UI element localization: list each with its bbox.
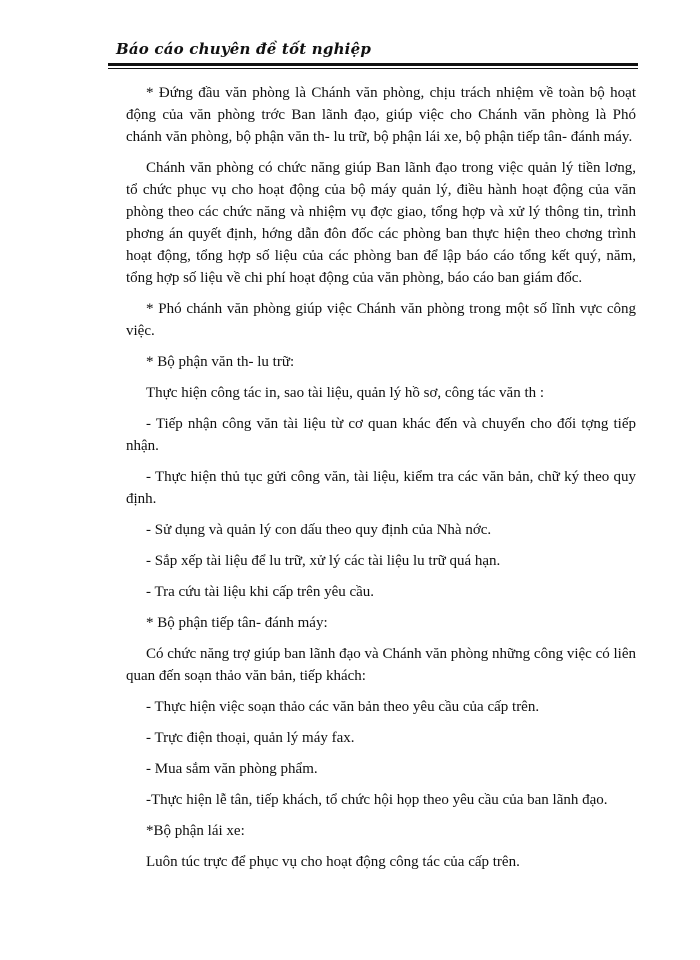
paragraph: - Trực điện thoại, quản lý máy fax. bbox=[146, 730, 355, 746]
paragraph: * Bộ phận tiếp tân- đánh máy: bbox=[146, 615, 328, 631]
page-header-title: Báo cáo chuyên đề tốt nghiệp bbox=[116, 40, 372, 58]
paragraph: * Phó chánh văn phòng giúp việc Chánh văn phòng trong một số lĩnh vực công việc. bbox=[126, 301, 636, 339]
paragraph: - Thực hiện thủ tục gửi công văn, tài liệu, kiểm tra các văn bản, chữ ký theo quy định. bbox=[126, 469, 636, 507]
paragraph: * Đứng đầu văn phòng là Chánh văn phòng, chịu trách nhiệm về toàn bộ hoạt động của văn phòng trớc Ban lãnh đạo, giúp việc cho Chánh văn phòng là Phó chánh văn phòng, bộ phận văn th- lu trữ, bộ phận lái xe, bộ phận tiếp tân- đánh máy. bbox=[126, 85, 636, 145]
paragraph: - Sắp xếp tài liệu để lu trữ, xử lý các tài liệu lu trữ quá hạn. bbox=[146, 553, 501, 569]
paragraph: -Thực hiện lễ tân, tiếp khách, tổ chức hội họp theo yêu cầu của ban lãnh đạo. bbox=[146, 792, 608, 808]
paragraph: *Bộ phận lái xe: bbox=[146, 823, 245, 839]
paragraph: - Tra cứu tài liệu khi cấp trên yêu cầu. bbox=[146, 584, 375, 600]
paragraph: Có chức năng trợ giúp ban lãnh đạo và Chánh văn phòng những công việc có liên quan đến soạn thảo văn bản, tiếp khách: bbox=[126, 646, 636, 684]
header-rule-thin bbox=[108, 68, 638, 69]
paragraph: * Bộ phận văn th- lu trữ: bbox=[146, 354, 295, 370]
paragraph: - Sử dụng và quản lý con dấu theo quy định của Nhà nớc. bbox=[146, 522, 492, 538]
paragraph: Thực hiện công tác in, sao tài liệu, quản lý hồ sơ, công tác văn th : bbox=[146, 385, 545, 401]
paragraph: Luôn túc trực để phục vụ cho hoạt động công tác của cấp trên. bbox=[146, 854, 520, 870]
paragraph: - Tiếp nhận công văn tài liệu từ cơ quan khác đến và chuyển cho đối tợng tiếp nhận. bbox=[126, 416, 636, 454]
paragraph: Chánh văn phòng có chức năng giúp Ban lãnh đạo trong việc quản lý tiền lơng, tổ chức phục vụ cho hoạt động của bộ máy quản lý, điều hành hoạt động của văn phòng theo các chức năng và nhiệm vụ đợc giao, tổng hợp và xử lý thông tin, trình phơng án quyết định, hớng dẫn đôn đốc các phòng ban thực hiện theo chơng trình hoạt động, tổng hợp số liệu của các phòng ban để lập báo cáo tổng kết quý, năm, tổng hợp số liệu về chi phí hoạt động của văn phòng, báo cáo ban giám đốc. bbox=[126, 160, 636, 286]
paragraph: - Mua sắm văn phòng phẩm. bbox=[146, 761, 318, 777]
paragraph: - Thực hiện việc soạn thảo các văn bản theo yêu cầu của cấp trên. bbox=[146, 699, 540, 715]
document-body bbox=[126, 82, 636, 882]
header-rule-thick bbox=[108, 63, 638, 66]
